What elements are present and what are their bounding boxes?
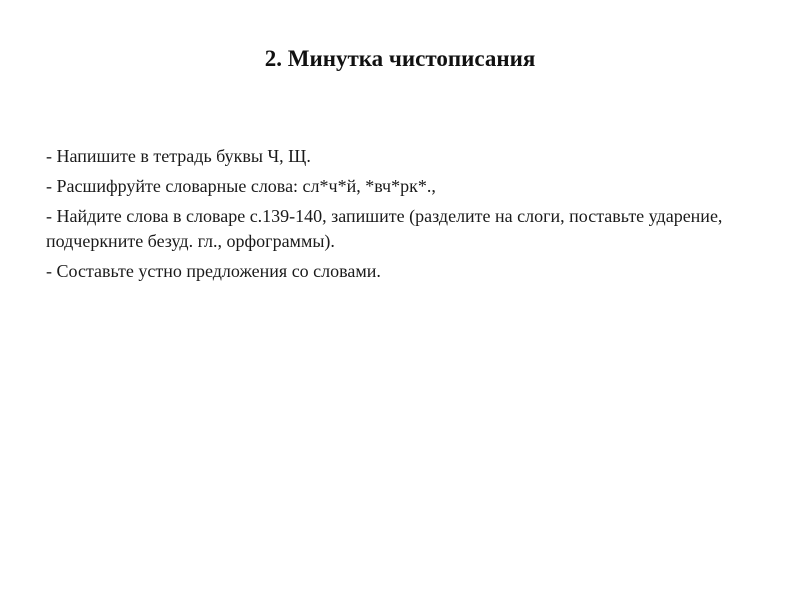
instruction-find-words-in-dictionary: - Найдите слова в словаре с.139-140, запишите (разделите на слоги, поставьте ударение, подчеркните безуд. гл., орфограммы).	[46, 206, 723, 251]
instruction-decode-words: - Расшифруйте словарные слова: сл*ч*й, *вч*рк*.,	[46, 176, 436, 196]
slide-title: 2. Минутка чистописания	[264, 46, 536, 71]
instruction-list	[46, 144, 766, 289]
instruction-compose-sentences: - Составьте устно предложения со словами.	[46, 261, 381, 281]
instruction-write-letters: - Напишите в тетрадь буквы Ч, Щ.	[46, 146, 311, 166]
